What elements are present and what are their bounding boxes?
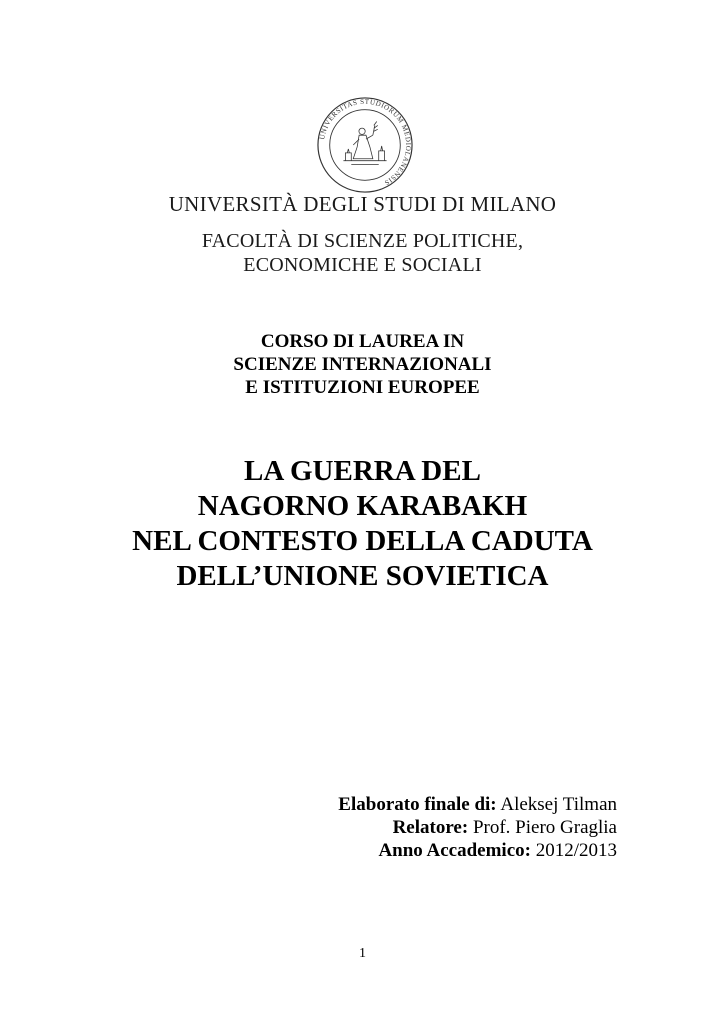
- course-line-1: CORSO DI LAUREA IN: [260, 331, 465, 352]
- academic-year-row: [338, 839, 617, 862]
- author-row: [338, 793, 617, 816]
- faculty-line-1: FACOLTÀ DI SCIENZE POLITICHE,: [201, 230, 524, 252]
- seal-ring-text: UNIVERSITAS STUDIORUM MEDIOLANENSIS: [318, 97, 413, 187]
- degree-course: [0, 330, 725, 399]
- author-label: Elaborato finale di:: [338, 794, 497, 815]
- academic-year-value: 2012/2013: [535, 840, 617, 861]
- university-seal-logo: [316, 96, 414, 194]
- course-line-2: SCIENZE INTERNAZIONALI: [233, 354, 492, 375]
- title-line-1: LA GUERRA DEL: [244, 455, 481, 487]
- thesis-title: [0, 454, 725, 594]
- advisor-name: Prof. Piero Graglia: [472, 817, 617, 838]
- faculty-line-2: ECONOMICHE E SOCIALI: [243, 254, 482, 276]
- university-name: UNIVERSITÀ DEGLI STUDI DI MILANO: [168, 192, 557, 216]
- course-line-3: E ISTITUZIONI EUROPEE: [245, 377, 480, 398]
- page-number: 1: [359, 946, 366, 961]
- title-line-4: DELL’UNIONE SOVIETICA: [176, 560, 549, 592]
- author-name: Aleksej Tilman: [500, 794, 617, 815]
- advisor-label: Relatore:: [392, 817, 469, 838]
- thesis-metadata: [338, 793, 617, 862]
- academic-year-label: Anno Accademico:: [378, 840, 531, 861]
- faculty-name: [0, 229, 725, 277]
- advisor-row: [338, 816, 617, 839]
- title-line-3: NEL CONTESTO DELLA CADUTA: [132, 525, 593, 557]
- title-line-2: NAGORNO KARABAKH: [197, 490, 528, 522]
